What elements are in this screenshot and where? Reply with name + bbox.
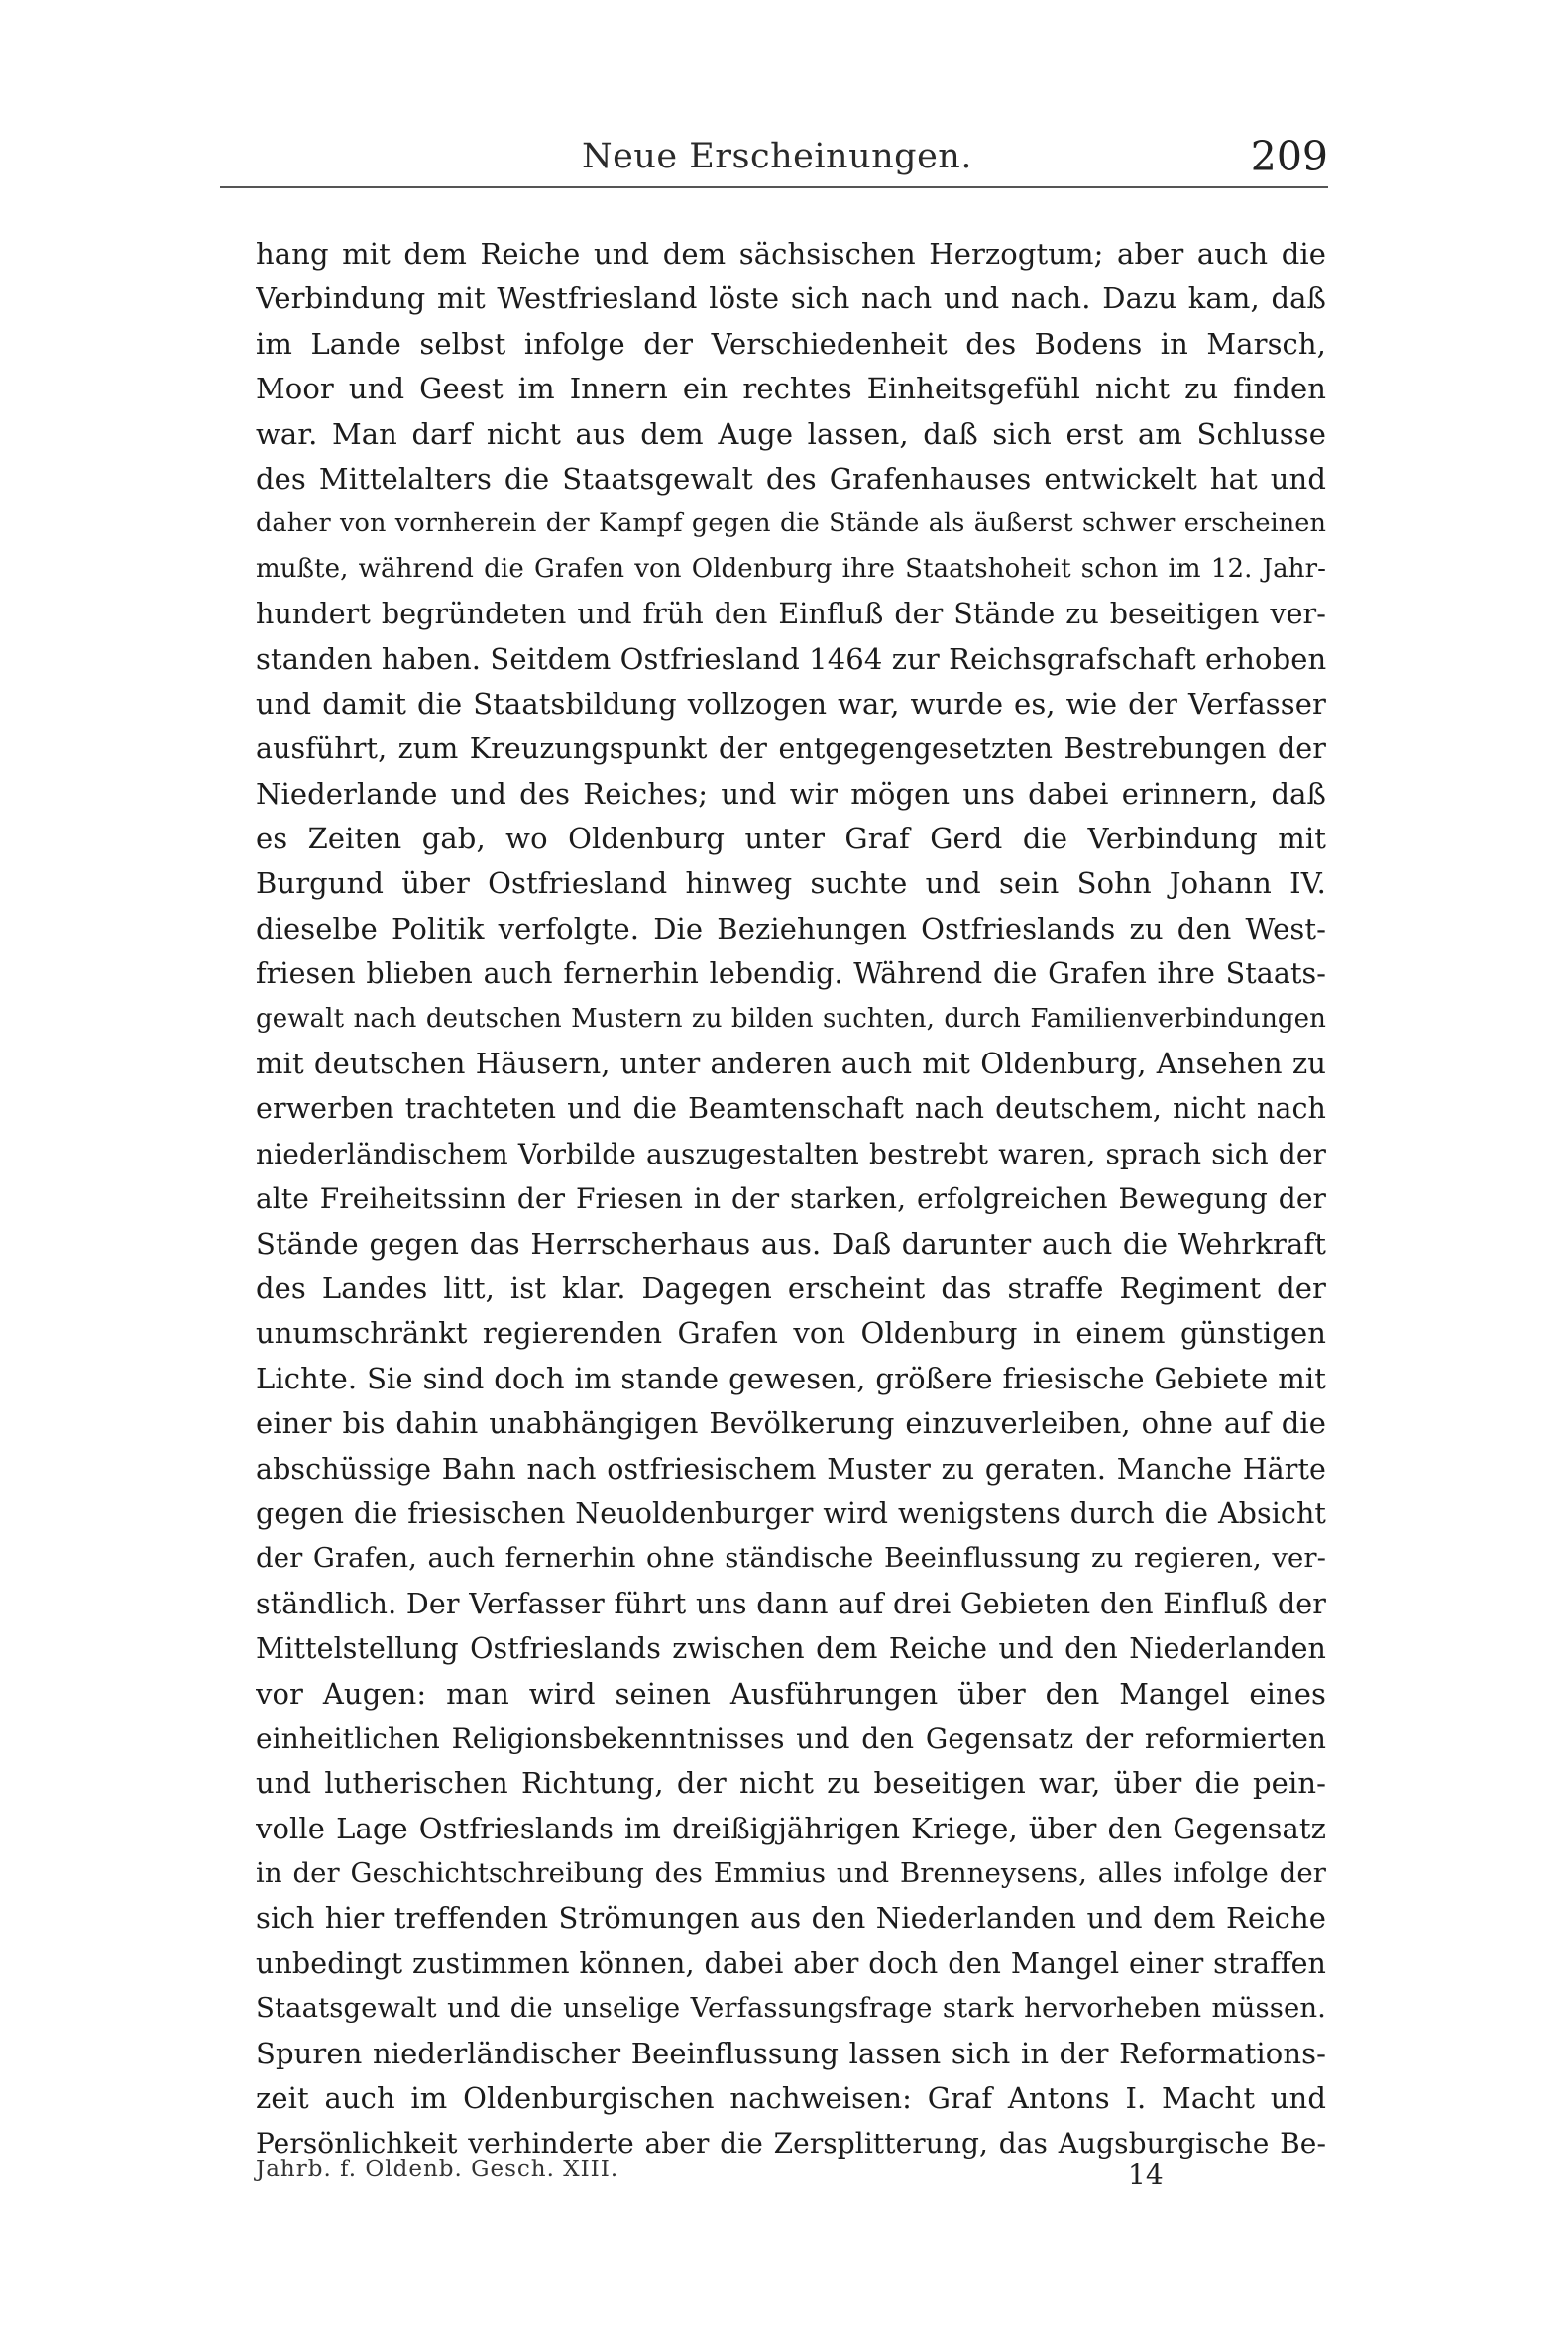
text-line: Verbindung mit Westfriesland löste sich nach und nach. Dazu kam, daß xyxy=(256,281,1326,316)
text-line: Lichte. Sie sind doch im stande gewesen, größere friesische Gebiete mit xyxy=(256,1361,1326,1395)
signature-line: Jahrb. f. Oldenb. Gesch. XIII. xyxy=(256,2157,619,2182)
text-line: einheitlichen Religionsbekenntnisses und den Gegensatz der reformierten xyxy=(256,1721,1326,1755)
text-line: dieselbe Politik verfolgte. Die Beziehungen Ostfrieslands zu den West- xyxy=(256,911,1326,945)
text-line: unumschränkt regierenden Grafen von Oldenburg in einem günstigen xyxy=(256,1316,1326,1351)
text-line: einer bis dahin unabhängigen Bevölkerung einzuverleiben, ohne auf die xyxy=(256,1406,1326,1441)
running-head xyxy=(226,133,1328,192)
text-line: des Landes litt, ist klar. Dagegen erscheint das straffe Regiment der xyxy=(256,1271,1326,1305)
text-line: volle Lage Ostfrieslands im dreißigjährigen Kriege, über den Gegensatz xyxy=(256,1811,1326,1845)
text-line: erwerben trachteten und die Beamtenschaft nach deutschem, nicht nach xyxy=(256,1092,1326,1126)
text-line: standen haben. Seitdem Ostfriesland 1464 zur Reichsgrafschaft erhoben xyxy=(256,641,1326,676)
text-line: abschüssige Bahn nach ostfriesischem Muster zu geraten. Manche Härte xyxy=(256,1452,1326,1486)
text-line: in der Geschichtschreibung des Emmius und Brenneysens, alles infolge der xyxy=(256,1857,1326,1890)
text-line: daher von vornherein der Kampf gegen die Stände als äußerst schwer erscheinen xyxy=(256,508,1326,539)
text-line: der Grafen, auch fernerhin ohne ständische Beeinflussung zu regieren, ver- xyxy=(256,1542,1326,1575)
running-title: Neue Erscheinungen. xyxy=(582,137,972,176)
text-line: friesen blieben auch fernerhin lebendig. Während die Grafen ihre Staats- xyxy=(256,957,1326,991)
text-line: des Mittelalters die Staatsgewalt des Grafenhauses entwickelt hat und xyxy=(256,461,1326,496)
text-line: sich hier treffenden Strömungen aus den Niederlanden und dem Reiche xyxy=(256,1901,1326,1936)
sheet-number: 14 xyxy=(1128,2159,1164,2191)
text-line: es Zeiten gab, wo Oldenburg unter Graf Gerd die Verbindung mit xyxy=(256,822,1326,856)
text-line: ständlich. Der Verfasser führt uns dann auf drei Gebieten den Einfluß der xyxy=(256,1587,1326,1620)
page-footer xyxy=(256,2157,1326,2196)
text-line: Moor und Geest im Innern ein rechtes Einheitsgefühl nicht zu finden xyxy=(256,372,1326,406)
text-line: ausführt, zum Kreuzungspunkt der entgegengesetzten Bestrebungen der xyxy=(256,732,1326,766)
body-text xyxy=(256,232,1326,2166)
page-number: 209 xyxy=(1250,133,1328,180)
text-line: gewalt nach deutschen Mustern zu bilden suchten, durch Familienverbindungen xyxy=(256,1003,1326,1034)
text-line: niederländischem Vorbilde auszugestalten bestrebt waren, sprach sich der xyxy=(256,1137,1326,1170)
text-line: Staatsgewalt und die unselige Verfassungsfrage stark hervorheben müssen. xyxy=(256,1992,1326,2025)
text-line: hundert begründeten und früh den Einfluß der Stände zu beseitigen ver- xyxy=(256,598,1326,631)
text-line: mit deutschen Häusern, unter anderen auch mit Oldenburg, Ansehen zu xyxy=(256,1047,1326,1081)
text-line: hang mit dem Reiche und dem sächsischen Herzogtum; aber auch die xyxy=(256,237,1326,271)
text-line: gegen die friesischen Neuoldenburger wird wenigstens durch die Absicht xyxy=(256,1497,1326,1530)
text-line: Mittelstellung Ostfrieslands zwischen dem Reiche und den Niederlanden xyxy=(256,1632,1326,1666)
text-line: unbedingt zustimmen können, dabei aber doch den Mangel einer straffen xyxy=(256,1946,1326,1980)
header-rule xyxy=(220,186,1328,188)
text-line: Stände gegen das Herrscherhaus aus. Daß darunter auch die Wehrkraft xyxy=(256,1226,1326,1261)
text-line: vor Augen: man wird seinen Ausführungen über den Mangel eines xyxy=(256,1676,1326,1711)
text-line: Burgund über Ostfriesland hinweg suchte und sein Sohn Johann IV. xyxy=(256,866,1326,901)
text-line: alte Freiheitssinn der Friesen in der starken, erfolgreichen Bewegung der xyxy=(256,1182,1326,1216)
text-line: im Lande selbst infolge der Verschiedenheit des Bodens in Marsch, xyxy=(256,326,1326,361)
text-line: und lutherischen Richtung, der nicht zu beseitigen war, über die pein- xyxy=(256,1766,1326,1801)
text-line: zeit auch im Oldenburgischen nachweisen: Graf Antons I. Macht und xyxy=(256,2081,1326,2116)
text-line: Persönlichkeit verhinderte aber die Zersplitterung, das Augsburgische Be- xyxy=(256,2127,1326,2161)
text-line: mußte, während die Grafen von Oldenburg ihre Staatshoheit schon im 12. Jahr- xyxy=(256,553,1326,584)
text-line: Niederlande und des Reiches; und wir mögen uns dabei erinnern, daß xyxy=(256,776,1326,811)
text-line: Spuren niederländischer Beeinflussung lassen sich in der Reformations- xyxy=(256,2036,1326,2070)
text-line: war. Man darf nicht aus dem Auge lassen, daß sich erst am Schlusse xyxy=(256,416,1326,451)
text-line: und damit die Staatsbildung vollzogen war, wurde es, wie der Verfasser xyxy=(256,686,1326,721)
